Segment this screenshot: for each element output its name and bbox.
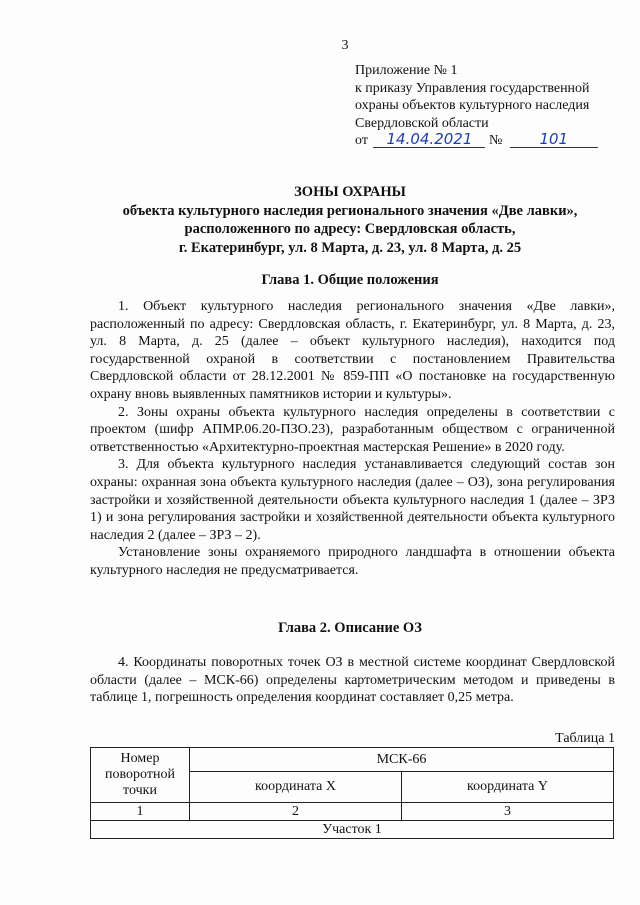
column-index: 1 — [91, 803, 190, 821]
order-number-handwritten: 101 — [510, 132, 598, 148]
title-line: расположенного по адресу: Свердловская область, — [184, 221, 516, 237]
header-coordinate-y: координата Y — [402, 772, 614, 803]
header-point-number: Номер поворотной точки — [91, 748, 190, 803]
column-index: 2 — [190, 803, 402, 821]
chapter-2-heading: Глава 2. Описание ОЗ — [278, 620, 422, 636]
date-prefix: от — [355, 133, 368, 148]
paragraph: 3. Для объекта культурного наследия устанавливается следующий состав зон охраны: охранная зона объекта культурного наследия (далее – ОЗ), зона регулирования застройки и хозяйственной деятельности объекта культурного наследия 1 (далее – ЗРЗ 1) и зона регулирования застройки и хозяйственной деятельности объекта культурного наследия 2 (далее – ЗРЗ – 2). — [90, 457, 615, 543]
paragraph: 2. Зоны охраны объекта культурного наследия определены в соответствии с проектом (шифр АПМР.06.20-ПЗО.23), разработанным обществом с ограниченной ответственностью «Архитектурно-проектная мастерская Решение» в 2020 году. — [90, 404, 615, 455]
paragraph: Установление зоны охраняемого природного ландшафта в отношении объекта культурного наследия не предусматривается. — [90, 545, 615, 578]
number-label: № — [488, 133, 503, 148]
table-row — [91, 821, 614, 839]
appendix-line: Приложение № 1 — [355, 63, 458, 78]
chapter-1-heading: Глава 1. Общие положения — [261, 272, 439, 288]
header-coordinate-system: МСК-66 — [190, 748, 614, 772]
title-line: ЗОНЫ ОХРАНЫ — [294, 184, 406, 200]
paragraph: 4. Координаты поворотных точек ОЗ в местной системе координат Свердловской области (далее – МСК-66) определены картометрическим методом и приведены в таблице 1, погрешность определения координат составляет 0,25 метра. — [90, 655, 615, 706]
chapter-1-body — [90, 298, 615, 580]
appendix-line: охраны объектов культурного наследия — [355, 98, 590, 113]
title-line: объекта культурного наследия регионального значения «Две лавки», — [122, 202, 578, 219]
appendix-line: Свердловской области — [355, 115, 489, 131]
table-row — [91, 803, 614, 821]
header-coordinate-x: координата X — [190, 772, 402, 803]
section-label: Участок 1 — [91, 821, 614, 839]
table-caption: Таблица 1 — [555, 731, 615, 746]
column-index: 3 — [402, 803, 614, 821]
chapter-2-body — [90, 654, 615, 707]
appendix-line: к приказу Управления государственной — [355, 80, 590, 96]
coordinates-table — [90, 747, 614, 839]
title-line: г. Екатеринбург, ул. 8 Марта, д. 23, ул. 8 Марта, д. 25 — [178, 239, 522, 256]
paragraph: 1. Объект культурного наследия регионального значения «Две лавки», расположенный по адресу: Свердловская область, г. Екатеринбург, ул. 8 Марта, д. 23, ул. 8 Марта, д. 25 (далее – объект культурного наследия), находится под государственной охраной в соответствии с постановлением Правительства Свердловской области от 28.12.2001 № 859-ПП «О постановке на государственную охрану вновь выявленных памятников истории и культуры». — [90, 299, 615, 402]
document-title — [60, 183, 640, 257]
appendix-block — [355, 62, 598, 150]
order-date-number-row — [355, 132, 598, 150]
page-number: 3 — [341, 38, 349, 53]
order-date-handwritten: 14.04.2021 — [373, 132, 485, 148]
